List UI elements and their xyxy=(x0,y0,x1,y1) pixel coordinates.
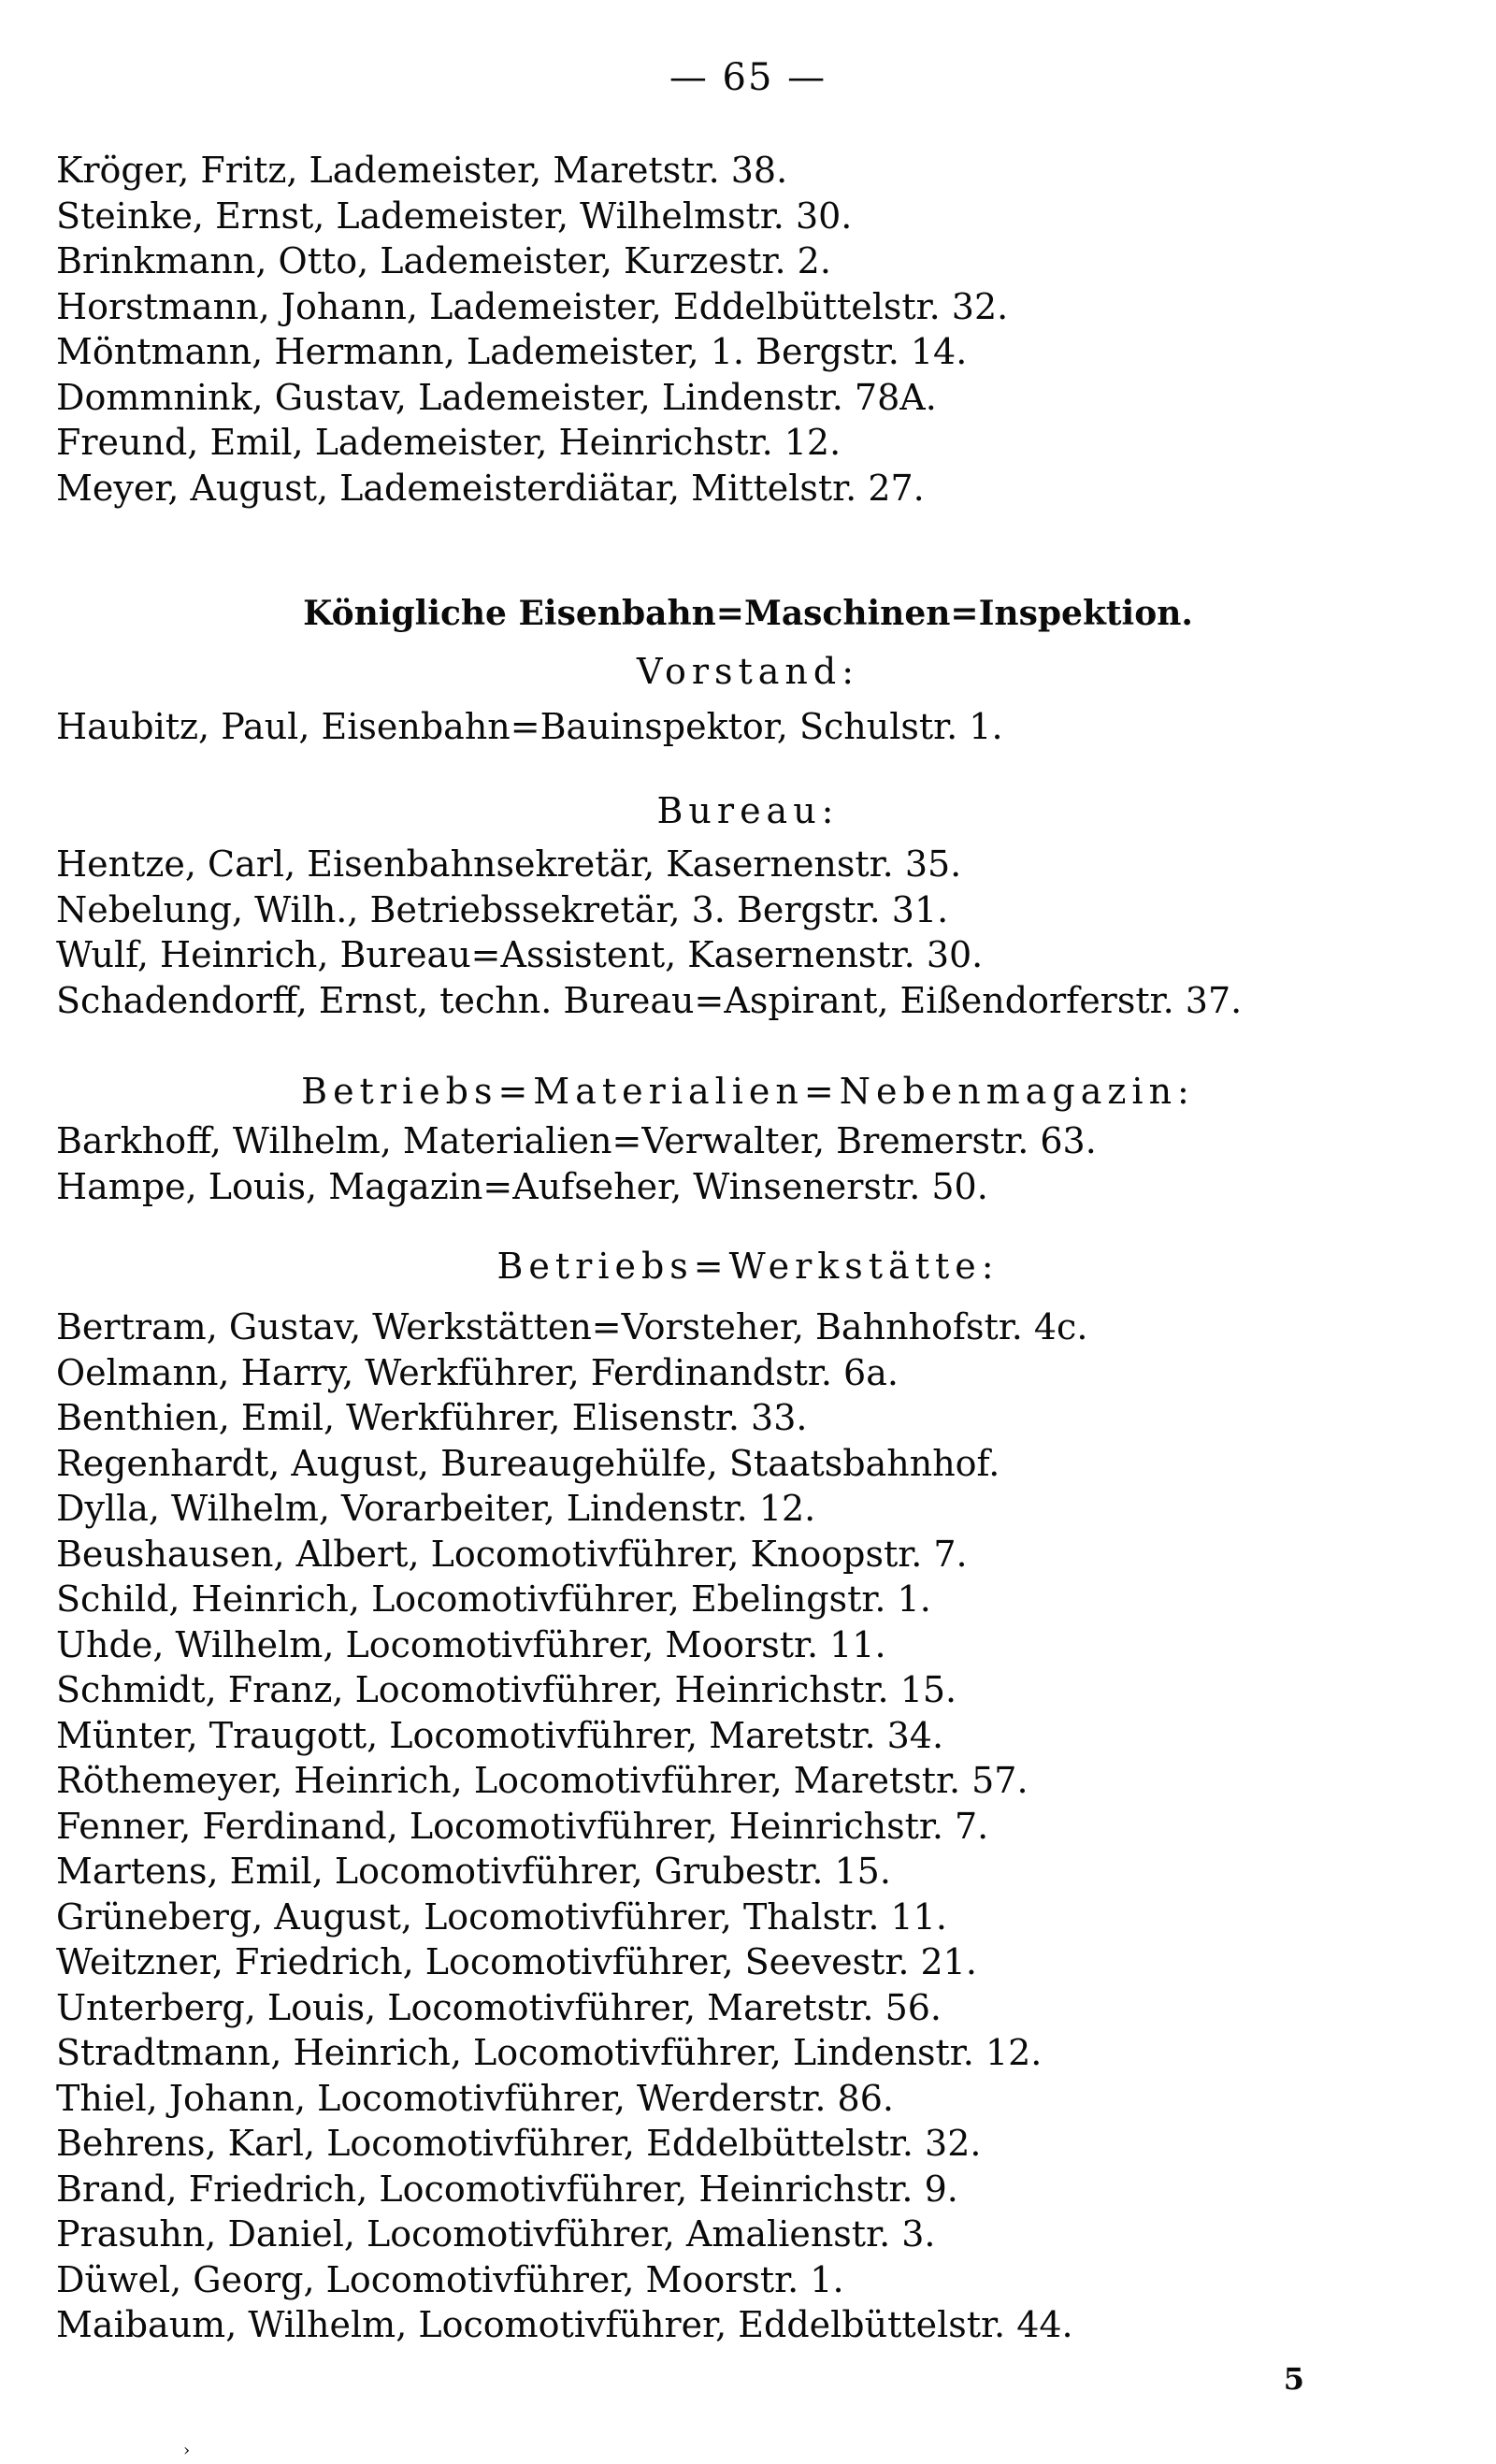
list-item: Steinke, Ernst, Lademeister, Wilhelmstr. 30. xyxy=(56,195,853,237)
list-item: Hentze, Carl, Eisenbahnsekretär, Kasernenstr. 35. xyxy=(56,843,962,885)
list-item: Möntmann, Hermann, Lademeister, 1. Bergstr. 14. xyxy=(56,331,968,372)
vorstand-list xyxy=(56,704,1272,750)
list-item: Fenner, Ferdinand, Locomotivführer, Heinrichstr. 7. xyxy=(56,1805,989,1847)
list-item: Hampe, Louis, Magazin=Aufseher, Winsenerstr. 50. xyxy=(56,1165,988,1207)
list-item: Düwel, Georg, Locomotivführer, Moorstr. 1. xyxy=(56,2258,844,2300)
list-item: Thiel, Johann, Locomotivführer, Werderstr. 86. xyxy=(56,2077,894,2119)
list-item: Schmidt, Franz, Locomotivführer, Heinrichstr. 15. xyxy=(56,1669,957,1710)
list-item: Martens, Emil, Locomotivführer, Grubestr. 15. xyxy=(56,1851,891,1892)
list-item: Schild, Heinrich, Locomotivführer, Ebelingstr. 1. xyxy=(56,1578,931,1620)
section-heading-vorstand: Vorstand: xyxy=(636,651,860,692)
stray-mark: › xyxy=(183,2441,191,2460)
section-heading-werkstaette: Betriebs=Werkstätte: xyxy=(496,1246,1000,1287)
page-number: — 65 — xyxy=(669,56,827,99)
list-item: Bertram, Gustav, Werkstätten=Vorsteher, Bahnhofstr. 4c. xyxy=(56,1306,1088,1347)
list-item: Benthien, Emil, Werkführer, Elisenstr. 33. xyxy=(56,1397,808,1438)
werkstaette-list xyxy=(56,1304,1272,2348)
list-item: Maibaum, Wilhelm, Locomotivführer, Eddelbüttelstr. 44. xyxy=(56,2304,1073,2345)
list-item: Münter, Traugott, Locomotivführer, Maretstr. 34. xyxy=(56,1714,944,1756)
list-item: Prasuhn, Daniel, Locomotivführer, Amalienstr. 3. xyxy=(56,2213,936,2255)
nebenmagazin-list xyxy=(56,1118,1272,1209)
list-item: Brand, Friedrich, Locomotivführer, Heinrichstr. 9. xyxy=(56,2168,958,2210)
list-item: Kröger, Fritz, Lademeister, Maretstr. 38. xyxy=(56,150,788,191)
section-heading-nebenmagazin: Betriebs=Materialien=Nebenmagazin: xyxy=(301,1071,1195,1112)
list-item: Wulf, Heinrich, Bureau=Assistent, Kasernenstr. 30. xyxy=(56,934,984,975)
list-item: Horstmann, Johann, Lademeister, Eddelbüttelstr. 32. xyxy=(56,285,1009,327)
signature-mark: 5 xyxy=(1283,2361,1304,2397)
list-item: Dylla, Wilhelm, Vorarbeiter, Lindenstr. 12. xyxy=(56,1488,816,1529)
list-item: Barkhoff, Wilhelm, Materialien=Verwalter, Bremerstr. 63. xyxy=(56,1120,1097,1161)
list-item: Freund, Emil, Lademeister, Heinrichstr. 12. xyxy=(56,422,842,463)
section-title-inspection: Königliche Eisenbahn=Maschinen=Inspektion. xyxy=(303,594,1193,633)
list-item: Beushausen, Albert, Locomotivführer, Knoopstr. 7. xyxy=(56,1533,968,1575)
list-item: Behrens, Karl, Locomotivführer, Eddelbüttelstr. 32. xyxy=(56,2123,982,2164)
list-item: Nebelung, Wilh., Betriebssekretär, 3. Bergstr. 31. xyxy=(56,888,949,930)
section-heading-bureau: Bureau: xyxy=(656,790,840,831)
list-item: Oelmann, Harry, Werkführer, Ferdinandstr. 6a. xyxy=(56,1351,899,1393)
list-item: Meyer, August, Lademeisterdiätar, Mittelstr. 27. xyxy=(56,467,925,509)
list-item: Haubitz, Paul, Eisenbahn=Bauinspektor, Schulstr. 1. xyxy=(56,706,1003,747)
list-item: Schadendorff, Ernst, techn. Bureau=Aspirant, Eißendorferstr. 37. xyxy=(56,979,1243,1021)
list-item: Dommnink, Gustav, Lademeister, Lindenstr. 78A. xyxy=(56,376,937,418)
bureau-list xyxy=(56,842,1272,1023)
list-item: Brinkmann, Otto, Lademeister, Kurzestr. 2. xyxy=(56,240,831,281)
list-item: Regenhardt, August, Bureaugehülfe, Staatsbahnhof. xyxy=(56,1442,1000,1484)
list-item: Weitzner, Friedrich, Locomotivführer, Seevestr. 21. xyxy=(56,1941,977,1982)
list-item: Grüneberg, August, Locomotivführer, Thalstr. 11. xyxy=(56,1895,947,1938)
list-item: Stradtmann, Heinrich, Locomotivführer, Lindenstr. 12. xyxy=(56,2032,1043,2073)
top-entries-list xyxy=(56,148,1272,511)
list-item: Unterberg, Louis, Locomotivführer, Maretstr. 56. xyxy=(56,1986,942,2028)
list-item: Uhde, Wilhelm, Locomotivführer, Moorstr. 11. xyxy=(56,1623,886,1665)
list-item: Röthemeyer, Heinrich, Locomotivführer, Maretstr. 57. xyxy=(56,1760,1028,1801)
